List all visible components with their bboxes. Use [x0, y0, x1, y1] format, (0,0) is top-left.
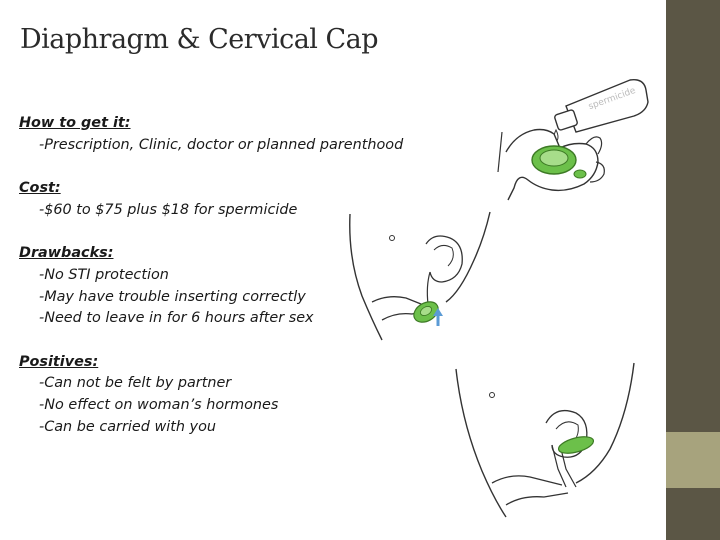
section-line: -May have trouble inserting correctly: [39, 288, 306, 305]
section-line: -No effect on woman’s hormones: [39, 397, 279, 414]
insertion-illustration: [342, 208, 514, 350]
section-positives: [19, 352, 419, 439]
diaphragm-spermicide-illustration: [494, 72, 650, 210]
section-line: -Need to leave in for 6 hours after sex: [39, 310, 314, 327]
section-how-to-get: [19, 113, 419, 156]
section-line: -Can not be felt by partner: [39, 375, 232, 392]
hand-with-tube-icon: [494, 72, 650, 210]
sidebar-decoration: [666, 0, 720, 432]
tube-label: spermicide: [587, 85, 638, 113]
slide-title: Diaphragm & Cervical Cap: [20, 24, 379, 55]
section-heading: Drawbacks:: [19, 245, 114, 262]
section-heading: Cost:: [19, 180, 61, 197]
in-place-diagram-icon: [448, 353, 652, 525]
section-line: -$60 to $75 plus $18 for spermicide: [39, 201, 298, 218]
sidebar-accent-block: [666, 432, 720, 488]
section-heading: How to get it:: [19, 115, 131, 131]
section-line: -Can be carried with you: [39, 418, 216, 435]
section-line: -No STI protection: [39, 266, 169, 283]
sidebar-base-block: [666, 488, 720, 540]
section-heading: Positives:: [19, 353, 99, 370]
section-line: -Prescription, Clinic, doctor or planned parenthood: [39, 136, 404, 153]
insertion-diagram-icon: [342, 208, 514, 350]
diaphragm-in-place-illustration: [448, 353, 652, 525]
